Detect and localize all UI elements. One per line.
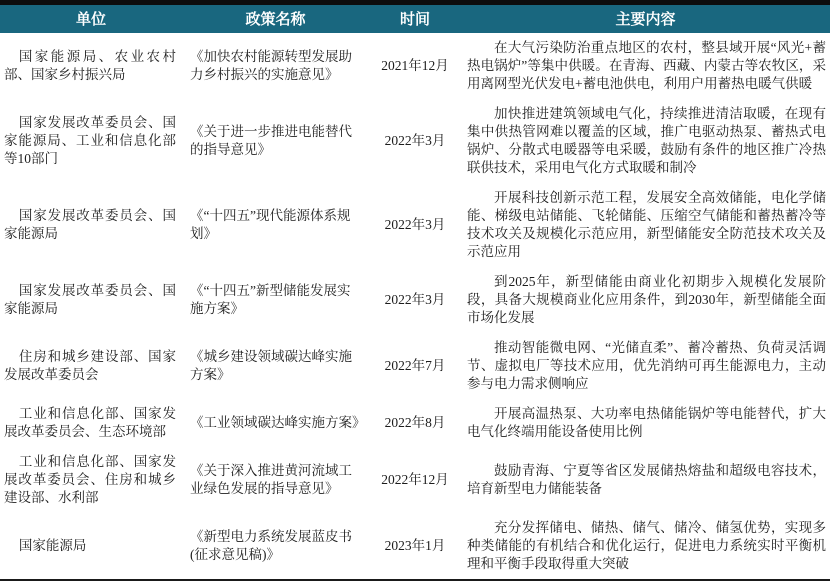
content-cell: 在大气污染防治重点地区的农村，整县域开展“风光+蓄热电锅炉”等集中供暖。在青海、西藏、内蒙古等农牧区，采用离网型光伏发电+蓄电池供电，利用户用蓄热电暖气供暖 (467, 39, 826, 91)
table-row (0, 333, 830, 399)
time-cell: 2021年12月 (381, 57, 449, 73)
time-cell: 2022年12月 (381, 471, 449, 487)
unit-cell: 国家发展改革委员会、国家能源局 (4, 282, 176, 316)
header-policy: 政策名称 (182, 3, 369, 33)
unit-cell: 住房和城乡建设部、国家发展改革委员会 (4, 348, 176, 382)
header-row (0, 3, 830, 33)
time-cell: 2022年8月 (384, 414, 446, 430)
table-header (0, 3, 830, 33)
unit-cell: 国家发展改革委员会、国家能源局 (4, 207, 176, 241)
unit-cell: 国家能源局、农业农村部、国家乡村振兴局 (4, 48, 176, 82)
table-row (0, 99, 830, 183)
header-content: 主要内容 (461, 3, 830, 33)
policy-cell: 《工业领域碳达峰实施方案》 (190, 414, 366, 430)
unit-cell: 工业和信息化部、国家发展改革委员会、生态环境部 (4, 405, 176, 439)
header-unit: 单位 (0, 3, 182, 33)
policy-cell: 《“十四五”现代能源体系规划》 (190, 207, 351, 241)
unit-cell: 国家发展改革委员会、国家能源局、工业和信息化部等10部门 (4, 114, 176, 166)
unit-cell: 工业和信息化部、国家发展改革委员会、住房和城乡建设部、水利部 (4, 453, 176, 505)
time-cell: 2022年7月 (384, 357, 446, 373)
table-row (0, 399, 830, 447)
table-body (0, 33, 830, 580)
policy-cell: 《新型电力系统发展蓝皮书(征求意见稿)》 (190, 528, 352, 562)
policy-cell: 《“十四五”新型储能发展实施方案》 (190, 282, 351, 316)
unit-cell: 国家能源局 (18, 537, 87, 553)
policy-cell: 《关于进一步推进电能替代的指导意见》 (190, 123, 352, 157)
content-cell: 鼓励青海、宁夏等省区发展储热熔盐和超级电容技术，培育新型电力储能装备 (467, 462, 826, 496)
content-cell: 到2025年，新型储能由商业化初期步入规模化发展阶段，具备大规模商业化应用条件，到2030年，新型储能全面市场化发展 (467, 273, 826, 325)
policy-cell: 《关于深入推进黄河流域工业绿色发展的指导意见》 (190, 462, 352, 496)
content-cell: 开展高温热泵、大功率电热储能锅炉等电能替代，扩大电气化终端用能设备使用比例 (467, 405, 826, 439)
table-row (0, 267, 830, 333)
time-cell: 2022年3月 (384, 291, 446, 307)
policy-cell: 《城乡建设领域碳达峰实施方案》 (190, 348, 352, 382)
policy-cell: 《加快农村能源转型发展助力乡村振兴的实施意见》 (190, 48, 352, 82)
time-cell: 2022年3月 (384, 216, 446, 232)
table-row (0, 513, 830, 580)
content-cell: 开展科技创新示范工程，发展安全高效储能，电化学储能、梯级电站储能、飞轮储能、压缩空气储能和蓄热蓄冷等技术攻关及规模化示范应用，新型储能安全防范技术攻关及示范应用 (467, 189, 826, 259)
time-cell: 2022年3月 (384, 132, 446, 148)
header-time: 时间 (369, 3, 461, 33)
content-cell: 充分发挥储电、储热、储气、储冷、储氢优势，实现多种类储能的有机结合和优化运行，促进电力系统实时平衡机理和平衡手段取得重大突破 (467, 519, 826, 571)
table-row (0, 33, 830, 99)
table-row (0, 183, 830, 267)
time-cell: 2023年1月 (384, 537, 446, 553)
content-cell: 加快推进建筑领域电气化，持续推进清洁取暖，在现有集中供热管网难以覆盖的区域，推广电驱动热泵、蓄热式电锅炉、分散式电暖器等电采暖，鼓励有条件的地区推广冷热联供技术，采用电气化方式取暖和制冷 (467, 105, 826, 175)
content-cell: 推动智能微电网、“光储直柔”、蓄冷蓄热、负荷灵活调节、虚拟电厂等技术应用，优先消纳可再生能源电力，主动参与电力需求侧响应 (467, 339, 826, 391)
table-row (0, 447, 830, 513)
